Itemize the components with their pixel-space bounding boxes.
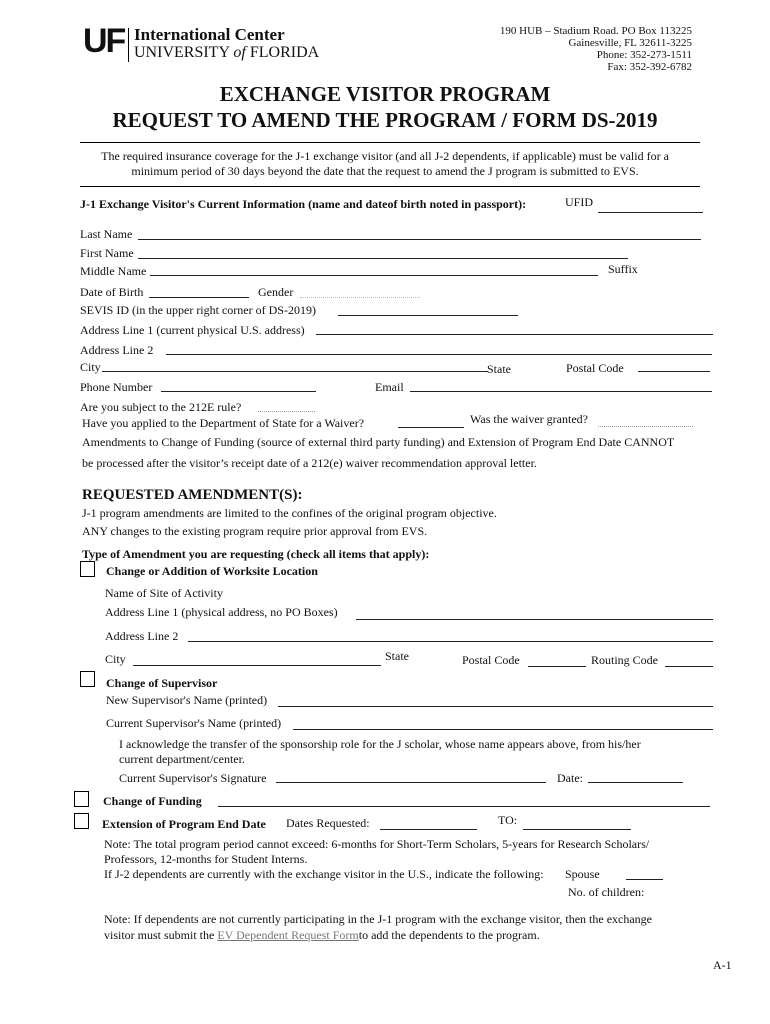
last-name-label: Last Name — [80, 227, 133, 241]
q-granted-field[interactable] — [598, 426, 693, 427]
email-label: Email — [375, 380, 404, 394]
funding-note-line-1: Amendments to Change of Funding (source of external third party funding) and Extension of Program End Date CANNOT — [82, 435, 675, 449]
worksite-city-label: City — [105, 652, 126, 666]
worksite-checkbox[interactable] — [80, 561, 95, 577]
dates-from-field[interactable] — [380, 829, 477, 830]
phone-label: Phone Number — [80, 380, 153, 394]
address1-label: Address Line 1 (current physical U.S. address) — [80, 323, 305, 337]
city-field[interactable] — [102, 371, 488, 372]
funding-note-line-2: be processed after the visitor’s receipt date of a 212(e) waiver recommendation approval letter. — [82, 456, 537, 470]
worksite-address1-field[interactable] — [356, 619, 713, 620]
children-label: No. of children: — [568, 885, 645, 899]
dependents-label: If J-2 dependents are currently with the exchange visitor in the U.S., indicate the following: — [104, 867, 544, 881]
signature-date-field[interactable] — [588, 782, 683, 783]
funding-checkbox[interactable] — [74, 791, 89, 807]
extension-checkbox[interactable] — [74, 813, 89, 829]
new-supervisor-label: New Supervisor's Name (printed) — [106, 693, 268, 707]
header-address-2: Gainesville, FL 32611-3225 — [568, 37, 692, 49]
org-name: International Center — [134, 25, 285, 44]
university-prefix: UNIVERSITY — [134, 44, 230, 61]
current-supervisor-field[interactable] — [293, 729, 713, 730]
uf-logo: UF — [83, 22, 125, 60]
current-info-heading: J-1 Exchange Visitor's Current Information (name and dateof birth noted in passport): — [80, 197, 527, 211]
intro-line-2: minimum period of 30 days beyond the date that the request to amend the J program is submitted to EVS. — [131, 164, 639, 178]
ufid-label: UFID — [565, 195, 594, 209]
dob-label: Date of Birth — [80, 285, 144, 299]
state-label: State — [487, 362, 511, 376]
university-of: of — [233, 44, 246, 61]
ufid-field[interactable] — [598, 212, 703, 213]
routing-code-label: Routing Code — [591, 653, 659, 667]
q-212e-label: Are you subject to the 212E rule? — [80, 400, 242, 414]
logo-divider — [128, 28, 129, 62]
address2-label: Address Line 2 — [80, 343, 154, 357]
worksite-address2-field[interactable] — [188, 641, 713, 642]
email-field[interactable] — [410, 391, 712, 392]
funding-label: Change of Funding — [103, 794, 202, 808]
dates-requested-label: Dates Requested: — [286, 816, 370, 830]
intro-line-1: The required insurance coverage for the J-1 exchange visitor (and all J-2 dependents, if applicable) must be valid for a — [101, 149, 669, 163]
address2-field[interactable] — [166, 354, 712, 355]
worksite-postal-field[interactable] — [528, 666, 586, 667]
acknowledge-line-2: current department/center. — [119, 752, 245, 766]
gender-label: Gender — [258, 285, 294, 299]
acknowledge-line-1: I acknowledge the transfer of the sponsorship role for the J scholar, whose name appears above, from his/her — [119, 737, 641, 751]
amendments-heading: REQUESTED AMENDMENT(S): — [82, 487, 303, 503]
first-name-label: First Name — [80, 246, 134, 260]
university-name — [134, 44, 319, 62]
page-label: A-1 — [713, 958, 732, 972]
new-supervisor-field[interactable] — [278, 706, 713, 707]
current-supervisor-label: Current Supervisor's Name (printed) — [106, 716, 282, 730]
dates-to-label: TO: — [498, 813, 518, 827]
header-address-1: 190 HUB – Stadium Road. PO Box 113225 — [499, 25, 692, 37]
worksite-label: Change or Addition of Worksite Location — [106, 564, 318, 578]
title-line-1: EXCHANGE VISITOR PROGRAM — [219, 82, 551, 106]
q-waiver-label: Have you applied to the Department of State for a Waiver? — [82, 416, 365, 430]
sevis-field[interactable] — [338, 315, 518, 316]
footer-note-suffix: to add the dependents to the program. — [358, 928, 540, 942]
q-granted-label: Was the waiver granted? — [470, 412, 588, 426]
worksite-state-label: State — [385, 649, 409, 663]
footer-note-line-2 — [104, 928, 540, 943]
q-212e-field[interactable] — [258, 411, 315, 412]
postal-code-label: Postal Code — [566, 361, 624, 375]
extension-note-line-2: Professors, 12-months for Student Interns. — [104, 852, 308, 866]
phone-field[interactable] — [161, 391, 316, 392]
intro-rule — [80, 186, 700, 187]
supervisor-label: Change of Supervisor — [106, 676, 218, 690]
amendments-text-1: J-1 program amendments are limited to the confines of the original program objective. — [82, 506, 497, 520]
extension-label: Extension of Program End Date — [102, 817, 266, 831]
site-name-label: Name of Site of Activity — [105, 586, 223, 600]
supervisor-checkbox[interactable] — [80, 671, 95, 687]
suffix-label: Suffix — [608, 262, 638, 276]
last-name-field[interactable] — [138, 239, 701, 240]
signature-date-label: Date: — [557, 771, 583, 785]
dob-field[interactable] — [149, 297, 249, 298]
footer-note-line-1: Note: If dependents are not currently participating in the J-1 program with the exchange visitor, then the exchange — [104, 912, 652, 926]
postal-code-field[interactable] — [638, 371, 710, 372]
spouse-field[interactable] — [626, 879, 663, 880]
university-suffix: FLORIDA — [249, 44, 320, 61]
header-phone: Phone: 352-273-1511 — [596, 49, 692, 61]
signature-field[interactable] — [276, 782, 546, 783]
sevis-label: SEVIS ID (in the upper right corner of DS-2019) — [80, 303, 316, 317]
header-fax: Fax: 352-392-6782 — [607, 61, 692, 73]
title-rule — [80, 142, 700, 143]
funding-field[interactable] — [218, 806, 710, 807]
first-name-field[interactable] — [138, 258, 628, 259]
gender-field[interactable] — [300, 297, 420, 298]
ev-dependent-form-link[interactable]: EV Dependent Request Form — [217, 928, 359, 942]
amendment-type-heading: Type of Amendment you are requesting (check all items that apply): — [82, 547, 430, 561]
city-label: City — [80, 360, 101, 374]
worksite-city-field[interactable] — [133, 665, 381, 666]
signature-label: Current Supervisor's Signature — [119, 771, 267, 785]
spouse-label: Spouse — [565, 867, 600, 881]
middle-name-label: Middle Name — [80, 264, 147, 278]
middle-name-field[interactable] — [150, 275, 598, 276]
worksite-address2-label: Address Line 2 — [105, 629, 179, 643]
title-line-2: REQUEST TO AMEND THE PROGRAM / FORM DS-2019 — [112, 108, 658, 132]
q-waiver-field[interactable] — [398, 427, 464, 428]
routing-code-field[interactable] — [665, 666, 713, 667]
extension-note-line-1: Note: The total program period cannot exceed: 6-months for Short-Term Scholars, 5-years for Research Scholars/ — [104, 837, 650, 851]
worksite-postal-label: Postal Code — [462, 653, 520, 667]
footer-note-prefix: visitor must submit the — [104, 928, 215, 942]
amendments-text-2: ANY changes to the existing program require prior approval from EVS. — [82, 524, 428, 538]
dates-to-field[interactable] — [523, 829, 631, 830]
worksite-address1-label: Address Line 1 (physical address, no PO Boxes) — [105, 605, 338, 619]
address1-field[interactable] — [316, 334, 713, 335]
